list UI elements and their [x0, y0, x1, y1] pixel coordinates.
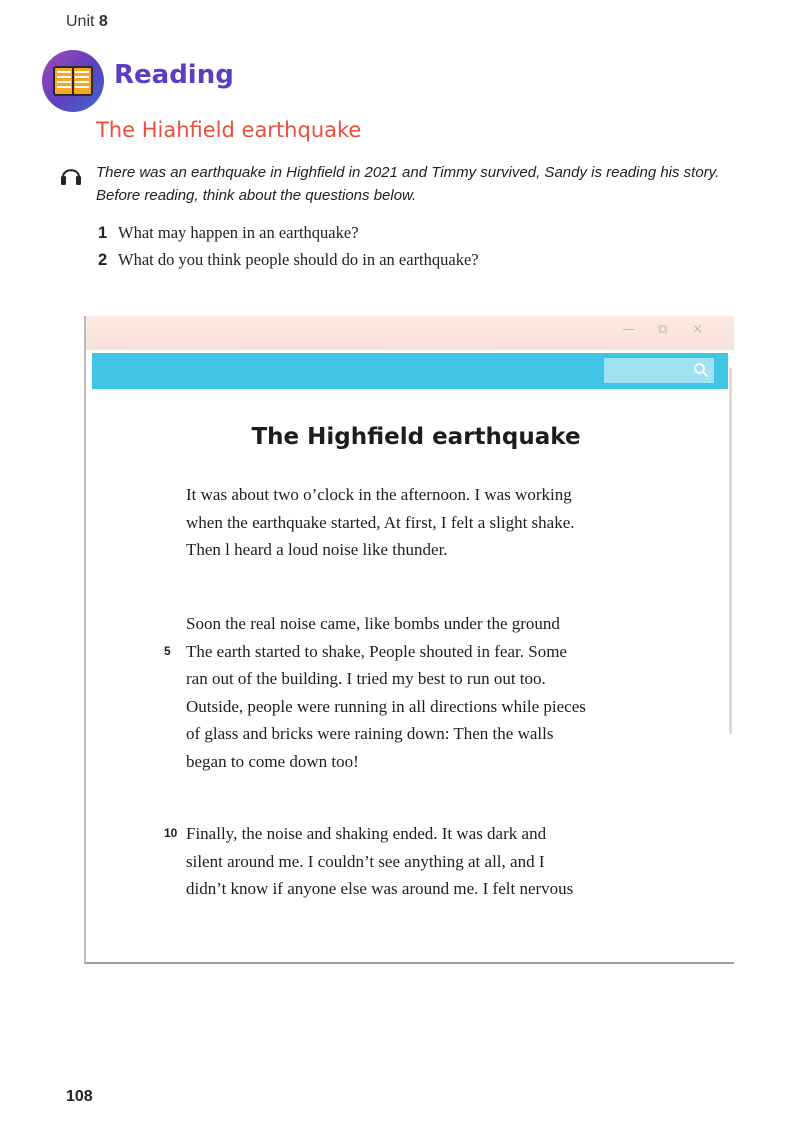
unit-word: Unit	[66, 13, 95, 30]
restore-button[interactable]: ⧉	[658, 322, 668, 337]
scrollbar[interactable]	[729, 368, 732, 734]
unit-number: 8	[98, 13, 108, 30]
story-line: when the earthquake started, At first, I felt a slight shake.	[186, 512, 575, 532]
window-titlebar	[86, 316, 734, 350]
line-number: 5	[164, 643, 171, 658]
question-2	[98, 250, 479, 270]
story-line: 5 The earth started to shake, People shouted in fear. Some	[186, 638, 666, 666]
reading-window	[84, 316, 734, 964]
intro-text: There was an earthquake in Highfield in 2021 and Timmy survived, Sandy is reading his story. Before reading, think about the questions below.	[96, 164, 720, 204]
story-line: Soon the real noise came, like bombs under the ground	[186, 614, 560, 633]
section-title: Reading	[114, 60, 234, 90]
story-line: 10 Finally, the noise and shaking ended. It was dark and	[186, 820, 666, 848]
story-line: It was about two o’clock in the afternoon. I was working	[186, 485, 572, 504]
story-title: The Highfield earthquake	[251, 424, 581, 450]
close-button[interactable]: ×	[692, 322, 703, 337]
reading-badge	[42, 50, 104, 112]
reading-subtitle: The Hiahfield earthquake	[96, 118, 362, 142]
story-line: ran out of the building. I tried my best to run out too.	[186, 669, 546, 688]
minimize-button[interactable]: —	[622, 322, 635, 337]
line-number: 10	[164, 826, 178, 840]
book-icon	[53, 66, 93, 96]
question-number: 2	[98, 251, 108, 269]
question-1	[98, 223, 359, 243]
story-line: Then l heard a loud noise like thunder.	[186, 540, 448, 559]
story-paragraph-2	[164, 610, 666, 775]
story-paragraph-3	[164, 820, 666, 903]
question-text: What do you think people should do in an earthquake?	[118, 250, 479, 269]
story-line: of glass and bricks were raining down: Then the walls	[186, 724, 554, 743]
headphones-icon[interactable]	[60, 163, 82, 189]
story-line: Outside, people were running in all directions while pieces	[186, 696, 586, 716]
question-number: 1	[98, 224, 108, 242]
window-toolbar	[92, 353, 728, 389]
unit-label	[66, 13, 108, 31]
question-text: What may happen in an earthquake?	[118, 223, 359, 242]
search-icon[interactable]	[693, 362, 709, 378]
search-input[interactable]	[604, 358, 714, 383]
story-line: didn’t know if anyone else was around me. I felt nervous	[186, 879, 574, 898]
page-number: 108	[66, 1088, 93, 1105]
story-paragraph-1	[186, 481, 666, 564]
story-line: began to come down too!	[186, 751, 359, 771]
story-line: silent around me. I couldn’t see anything at all, and I	[186, 851, 545, 871]
